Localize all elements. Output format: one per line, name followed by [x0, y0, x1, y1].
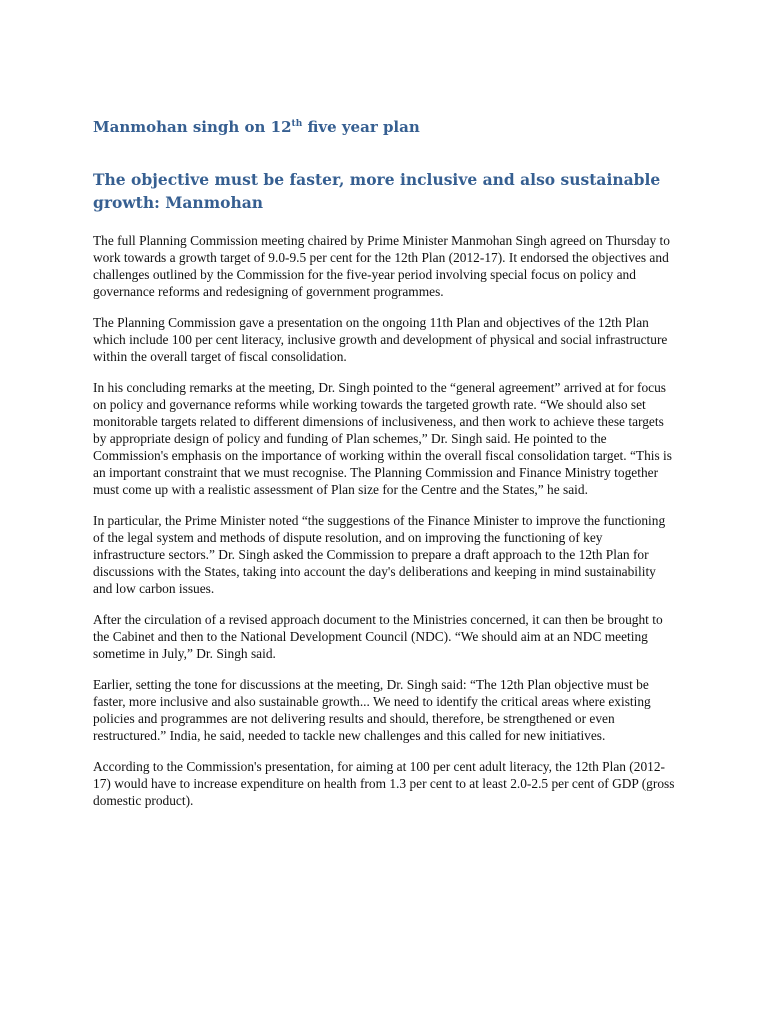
paragraph-5: After the circulation of a revised approach document to the Ministries concerned, it can then be brought to the Cabinet and then to the National Development Council (NDC). “We should aim at an NDC meeting sometime in July,” Dr. Singh said.: [93, 612, 663, 661]
document-subtitle: The objective must be faster, more inclusive and also sustainable growth: Manmohan: [93, 170, 661, 212]
title-superscript: th: [291, 119, 303, 129]
title-suffix: five year plan: [302, 118, 420, 136]
paragraph-1: The full Planning Commission meeting chaired by Prime Minister Manmohan Singh agreed on Thursday to work towards a growth target of 9.0-9.5 per cent for the 12th Plan (2012-17). It endorsed the objectives and challenges outlined by the Commission for the five-year period involving special focus on policy and governance reforms and redesigning of government programmes.: [93, 233, 670, 299]
paragraph-6: Earlier, setting the tone for discussions at the meeting, Dr. Singh said: “The 12th Plan objective must be faster, more inclusive and also sustainable growth... We need to identify the critical areas where existing policies and programmes are not delivering results and should, therefore, be strengthened or even restructured.” India, he said, needed to tackle new challenges and this called for new initiatives.: [93, 677, 651, 743]
title-text: Manmohan singh on 12: [93, 118, 292, 136]
paragraph-2: The Planning Commission gave a presentation on the ongoing 11th Plan and objectives of the 12th Plan which include 100 per cent literacy, inclusive growth and development of physical and social infrastructure within the overall target of fiscal consolidation.: [93, 315, 668, 364]
article-body: [93, 232, 677, 823]
paragraph-3: In his concluding remarks at the meeting, Dr. Singh pointed to the “general agreement” arrived at for focus on policy and governance reforms while working towards the targeted growth rate. “We should also set monitorable targets related to different dimensions of inclusiveness, and then work to achieve these targets by appropriate design of policy and funding of Plan schemes,” Dr. Singh said. He pointed to the Commission's emphasis on the importance of working within the overall fiscal consolidation target. “This is an important constraint that we must recognise. The Planning Commission and Finance Ministry together must come up with a realistic assessment of Plan size for the Centre and the States,” he said.: [93, 380, 672, 497]
paragraph-4: In particular, the Prime Minister noted “the suggestions of the Finance Minister to improve the functioning of the legal system and methods of dispute resolution, and on improving the functioning of key infrastructure sectors.” Dr. Singh asked the Commission to prepare a draft approach to the 12th Plan for discussions with the States, taking into account the day's deliberations and keeping in mind sustainability and low carbon issues.: [93, 513, 666, 596]
paragraph-7: According to the Commission's presentation, for aiming at 100 per cent adult literacy, the 12th Plan (2012-17) would have to increase expenditure on health from 1.3 per cent to at least 2.0-2.5 per cent of GDP (gross domestic product).: [93, 759, 675, 808]
document-title: [93, 116, 420, 138]
